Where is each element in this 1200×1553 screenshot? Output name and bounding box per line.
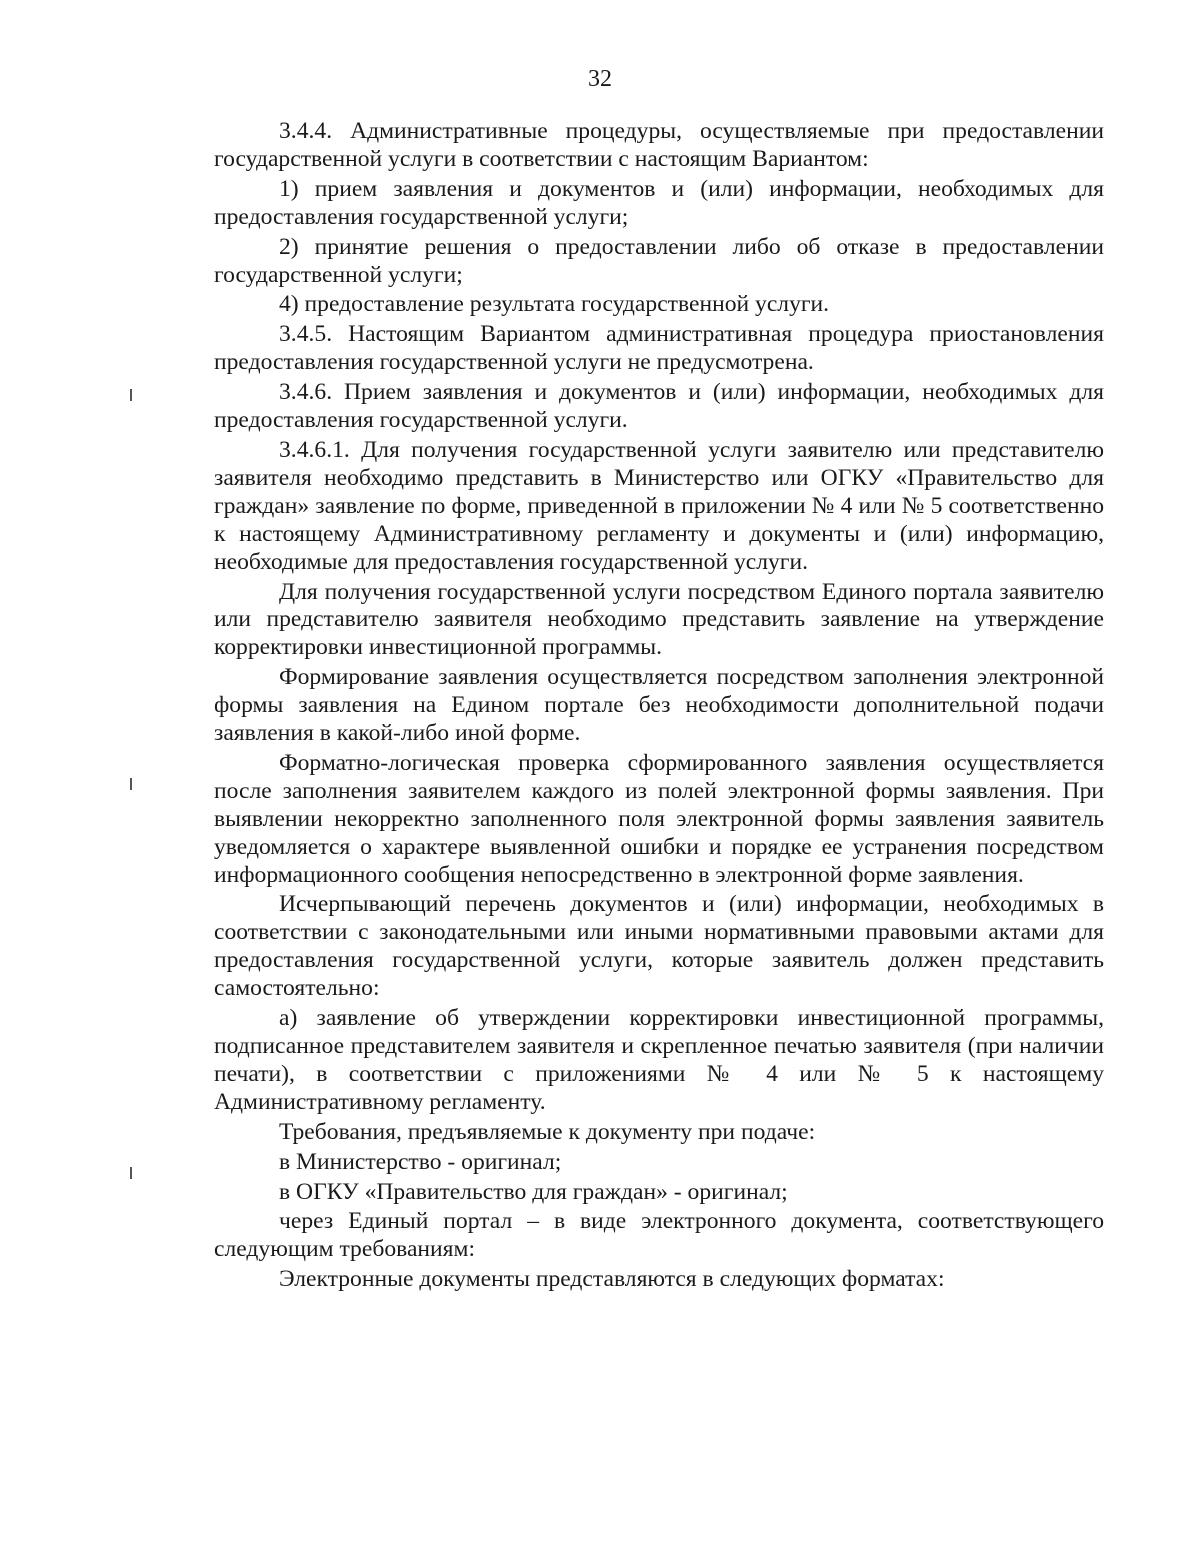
paragraph-format-check: Форматно-логическая проверка сформированного заявления осуществляется после заполнения заявителем каждого из полей электронной формы заявления. При выявлении некорректно заполненного поля электронной формы заявления заявитель уведомляется о характере выявленной ошибки и порядке ее устранения посредством информационного сообщения непосредственно в электронной форме заявления. (214, 749, 1104, 888)
margin-mark (130, 1167, 132, 1179)
list-item-4: 4) предоставление результата государственной услуги. (279, 291, 830, 318)
paragraph-document-list: Исчерпывающий перечень документов и (или) информации, необходимых в соответствии с законодательными или иными нормативными правовыми актами для предоставления государственной услуги, которые заявитель должен представить самостоятельно: (214, 891, 1104, 1002)
requirement-portal: через Единый портал – в виде электронного документа, соответствующего следующим требованиям: (214, 1208, 1104, 1263)
paragraph-requirements: Требования, предъявляемые к документу при подаче: (279, 1118, 816, 1145)
margin-mark (130, 389, 132, 401)
paragraph-3-4-5: 3.4.5. Настоящим Вариантом административная процедура приостановления предоставления государственной услуги не предусмотрена. (214, 321, 1104, 376)
paragraph-3-4-6: 3.4.6. Прием заявления и документов и (или) информации, необходимых для предоставления государственной услуги. (214, 379, 1104, 434)
document-body (214, 118, 1104, 1296)
list-item-1: 1) прием заявления и документов и (или) информации, необходимых для предоставления государственной услуги; (214, 175, 1104, 230)
requirement-ogku: в ОГКУ «Правительство для граждан» - оригинал; (279, 1178, 788, 1205)
paragraph-formats: Электронные документы представляются в следующих форматах: (279, 1266, 945, 1293)
paragraph-3-4-6-1: 3.4.6.1. Для получения государственной услуги заявителю или представителю заявителя необходимо представить в Министерство или ОГКУ «Правительство для граждан» заявление по форме, приведенной в приложении № 4 или № 5 соответственно к настоящему Административному регламенту и документы и (или) информацию, необходимые для предоставления государственной услуги. (214, 436, 1104, 575)
paragraph-form-generation: Формирование заявления осуществляется посредством заполнения электронной формы заявления на Едином портале без необходимости дополнительной подачи заявления в какой-либо иной форме. (214, 664, 1104, 747)
requirement-ministry: в Министерство - оригинал; (279, 1148, 562, 1175)
paragraph-unified-portal: Для получения государственной услуги посредством Единого портала заявителю или представителю заявителя необходимо представить заявление на утверждение корректировки инвестиционной программы. (214, 578, 1104, 661)
margin-mark (130, 778, 132, 790)
list-item-2: 2) принятие решения о предоставлении либо об отказе в предоставлении государственной услуги; (214, 233, 1104, 288)
paragraph-3-4-4: 3.4.4. Административные процедуры, осуществляемые при предоставлении государственной услуги в соответствии с настоящим Вариантом: (214, 118, 1104, 172)
list-item-a: а) заявление об утверждении корректировки инвестиционной программы, подписанное представителем заявителя и скрепленное печатью заявителя (при наличии печати), в соответствии с приложениями № 4 или № 5 к настоящему Административному регламенту. (214, 1005, 1104, 1115)
page-number: 32 (588, 66, 612, 92)
